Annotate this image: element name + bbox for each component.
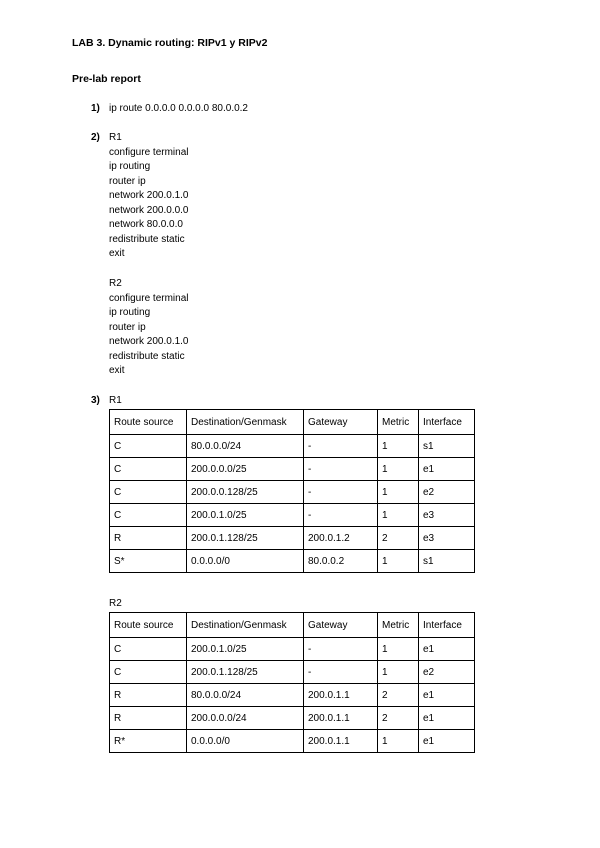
config-line: network 200.0.0.0 xyxy=(109,204,189,216)
table-cell: 200.0.0.128/25 xyxy=(187,481,304,504)
table-cell: 1 xyxy=(378,550,419,573)
config-line: network 200.0.1.0 xyxy=(109,336,189,347)
column-header: Gateway xyxy=(304,410,378,435)
table-cell: R* xyxy=(110,730,187,753)
document-title: LAB 3. Dynamic routing: RIPv1 y RIPv2 xyxy=(72,37,268,49)
table-row xyxy=(110,550,475,573)
table-cell: - xyxy=(304,661,378,684)
table-cell: 2 xyxy=(378,707,419,730)
table-row xyxy=(110,684,475,707)
table-cell: 80.0.0.0/24 xyxy=(187,684,304,707)
column-header: Gateway xyxy=(304,613,378,638)
table-row xyxy=(110,638,475,661)
table-cell: - xyxy=(304,481,378,504)
table-cell: e1 xyxy=(419,458,475,481)
table-cell: 1 xyxy=(378,435,419,458)
table-cell: e1 xyxy=(419,638,475,661)
config-line: ip routing xyxy=(109,307,151,318)
table-cell: 200.0.0.0/24 xyxy=(187,707,304,730)
table-row xyxy=(110,435,475,458)
table-cell: S* xyxy=(110,550,187,573)
static-route-command: ip route 0.0.0.0 0.0.0.0 80.0.0.2 xyxy=(109,103,248,114)
table-cell: e1 xyxy=(419,707,475,730)
config-line: network 200.0.1.0 xyxy=(109,190,189,201)
table-cell: e1 xyxy=(419,684,475,707)
section-heading: Pre-lab report xyxy=(72,73,141,85)
r2-config-label: R2 xyxy=(109,278,122,289)
table-row xyxy=(110,504,475,527)
column-header: Metric xyxy=(378,410,419,435)
table-cell: e2 xyxy=(419,661,475,684)
table-cell: e3 xyxy=(419,527,475,550)
table-row xyxy=(110,481,475,504)
table-cell: 200.0.1.0/25 xyxy=(187,504,304,527)
column-header: Metric xyxy=(378,613,419,638)
table-cell: e3 xyxy=(419,504,475,527)
table-row xyxy=(110,730,475,753)
config-line: exit xyxy=(109,248,125,259)
table-cell: 80.0.0.0/24 xyxy=(187,435,304,458)
r1-routing-table xyxy=(109,409,475,573)
table-cell: e2 xyxy=(419,481,475,504)
table-cell: C xyxy=(110,481,187,504)
table-row xyxy=(110,458,475,481)
table-cell: C xyxy=(110,504,187,527)
table-cell: 2 xyxy=(378,527,419,550)
config-line: configure terminal xyxy=(109,146,189,158)
r1-table-label: R1 xyxy=(109,395,122,406)
config-line: redistribute static xyxy=(109,233,185,245)
r2-table-label: R2 xyxy=(109,598,122,609)
item-number-3: 3) xyxy=(91,395,100,406)
table-cell: 1 xyxy=(378,730,419,753)
r1-config-label: R1 xyxy=(109,132,122,143)
column-header: Destination/Genmask xyxy=(187,613,304,638)
table-cell: 200.0.1.128/25 xyxy=(187,661,304,684)
table-cell: 0.0.0.0/0 xyxy=(187,730,304,753)
column-header: Route source xyxy=(110,410,187,435)
table-header-row xyxy=(110,613,475,638)
table-cell: - xyxy=(304,504,378,527)
table-cell: 1 xyxy=(378,458,419,481)
table-cell: - xyxy=(304,458,378,481)
table-cell: R xyxy=(110,684,187,707)
table-cell: 200.0.0.0/25 xyxy=(187,458,304,481)
item-number-2: 2) xyxy=(91,132,100,143)
config-line: router ip xyxy=(109,321,146,333)
config-line: redistribute static xyxy=(109,350,185,362)
table-cell: 200.0.1.2 xyxy=(304,527,378,550)
table-cell: C xyxy=(110,435,187,458)
item-number-1: 1) xyxy=(91,103,100,114)
column-header: Interface xyxy=(419,613,475,638)
table-header-row xyxy=(110,410,475,435)
table-cell: 200.0.1.1 xyxy=(304,707,378,730)
config-line: network 80.0.0.0 xyxy=(109,219,183,230)
table-cell: C xyxy=(110,661,187,684)
column-header: Interface xyxy=(419,410,475,435)
column-header: Route source xyxy=(110,613,187,638)
table-cell: C xyxy=(110,638,187,661)
table-cell: 200.0.1.0/25 xyxy=(187,638,304,661)
config-line: router ip xyxy=(109,175,146,187)
column-header: Destination/Genmask xyxy=(187,410,304,435)
table-cell: R xyxy=(110,707,187,730)
config-line: configure terminal xyxy=(109,292,189,304)
config-line: exit xyxy=(109,365,125,376)
table-cell: 1 xyxy=(378,638,419,661)
r2-routing-table xyxy=(109,612,475,753)
table-cell: e1 xyxy=(419,730,475,753)
table-cell: - xyxy=(304,435,378,458)
table-cell: 1 xyxy=(378,661,419,684)
table-cell: 200.0.1.128/25 xyxy=(187,527,304,550)
table-cell: 1 xyxy=(378,504,419,527)
table-cell: s1 xyxy=(419,435,475,458)
table-cell: 80.0.0.2 xyxy=(304,550,378,573)
table-row xyxy=(110,707,475,730)
table-cell: R xyxy=(110,527,187,550)
table-cell: 0.0.0.0/0 xyxy=(187,550,304,573)
table-cell: 2 xyxy=(378,684,419,707)
table-cell: 200.0.1.1 xyxy=(304,730,378,753)
table-row xyxy=(110,527,475,550)
table-row xyxy=(110,661,475,684)
table-cell: s1 xyxy=(419,550,475,573)
table-cell: 1 xyxy=(378,481,419,504)
table-cell: - xyxy=(304,638,378,661)
table-cell: C xyxy=(110,458,187,481)
table-cell: 200.0.1.1 xyxy=(304,684,378,707)
config-line: ip routing xyxy=(109,161,151,172)
